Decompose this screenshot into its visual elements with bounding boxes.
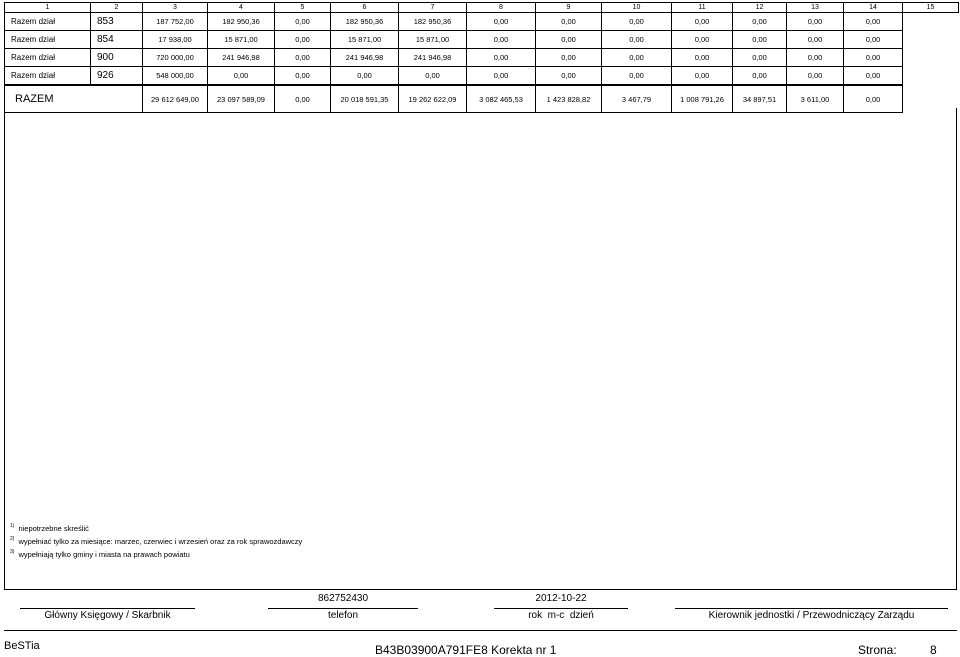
table-row bbox=[5, 67, 959, 86]
value-cell: 0,00 bbox=[536, 31, 602, 49]
footnotes bbox=[10, 521, 302, 560]
section-code: 853 bbox=[91, 13, 143, 31]
accountant-label: Główny Księgowy / Skarbnik bbox=[44, 610, 171, 621]
empty-table-area bbox=[4, 108, 957, 590]
footnote: $^{2)}$ wypełniać tylko za miesiące: marzec, czerwiec i wrzesień oraz za rok sprawozdawczy bbox=[10, 536, 303, 546]
value-cell: 0,00 bbox=[733, 67, 787, 86]
value-cell: 241 946,98 bbox=[331, 49, 399, 67]
document-id: B43B03900A791FE8 Korekta nr 1 bbox=[375, 643, 557, 657]
value-cell: 29 612 649,00 bbox=[143, 85, 208, 113]
value-cell: 15 871,00 bbox=[331, 31, 399, 49]
head-label: Kierownik jednostki / Przewodniczący Zarządu bbox=[708, 610, 915, 621]
value-cell: 187 752,00 bbox=[143, 13, 208, 31]
column-number: 12 bbox=[733, 3, 787, 13]
value-cell: 0,00 bbox=[536, 49, 602, 67]
row-label: Razem dział bbox=[5, 67, 91, 86]
value-cell: 0,00 bbox=[602, 13, 672, 31]
column-numbers-row bbox=[5, 3, 959, 13]
column-number: 14 bbox=[844, 3, 903, 13]
footnote: $^{1)}$ niepotrzebne skreślić bbox=[10, 523, 89, 533]
value-cell: 0,00 bbox=[787, 49, 844, 67]
value-cell: 15 871,00 bbox=[208, 31, 275, 49]
footnote: $^{3)}$ wypełniają tylko gminy i miasta na prawach powiatu bbox=[10, 549, 190, 559]
value-cell: 0,00 bbox=[602, 31, 672, 49]
column-number: 5 bbox=[275, 3, 331, 13]
column-number: 13 bbox=[787, 3, 844, 13]
value-cell: 0,00 bbox=[399, 67, 467, 86]
column-number: 6 bbox=[331, 3, 399, 13]
column-number: 10 bbox=[602, 3, 672, 13]
head-signature-line bbox=[675, 608, 948, 609]
value-cell: 0,00 bbox=[275, 67, 331, 86]
value-cell: 0,00 bbox=[536, 67, 602, 86]
value-cell: 0,00 bbox=[602, 49, 672, 67]
report-table bbox=[4, 2, 959, 113]
value-cell: 0,00 bbox=[467, 49, 536, 67]
value-cell: 3 467,79 bbox=[602, 85, 672, 113]
value-cell: 0,00 bbox=[844, 85, 903, 113]
value-cell: 0,00 bbox=[844, 13, 903, 31]
column-number: 2 bbox=[91, 3, 143, 13]
section-code: 900 bbox=[91, 49, 143, 67]
value-cell: 0,00 bbox=[733, 13, 787, 31]
value-cell: 17 938,00 bbox=[143, 31, 208, 49]
phone-label: telefon bbox=[327, 610, 359, 621]
column-number: 1 bbox=[5, 3, 91, 13]
column-number: 9 bbox=[536, 3, 602, 13]
value-cell: 0,00 bbox=[275, 13, 331, 31]
value-cell: 34 897,51 bbox=[733, 85, 787, 113]
column-number: 11 bbox=[672, 3, 733, 13]
value-cell: 0,00 bbox=[733, 49, 787, 67]
app-name: BeSTia bbox=[4, 640, 40, 652]
value-cell: 3 082 465,53 bbox=[467, 85, 536, 113]
table-row bbox=[5, 31, 959, 49]
column-number: 8 bbox=[467, 3, 536, 13]
section-code: 854 bbox=[91, 31, 143, 49]
total-label: RAZEM bbox=[5, 85, 143, 113]
date-value: 2012-10-22 bbox=[535, 593, 587, 604]
value-cell: 1 423 828,82 bbox=[536, 85, 602, 113]
value-cell: 0,00 bbox=[672, 49, 733, 67]
row-label: Razem dział bbox=[5, 13, 91, 31]
value-cell: 0,00 bbox=[467, 13, 536, 31]
value-cell: 0,00 bbox=[275, 31, 331, 49]
value-cell: 0,00 bbox=[602, 67, 672, 86]
page-label: Strona: bbox=[858, 643, 897, 657]
value-cell: 0,00 bbox=[844, 31, 903, 49]
value-cell: 0,00 bbox=[787, 13, 844, 31]
value-cell: 0,00 bbox=[275, 49, 331, 67]
column-number: 7 bbox=[399, 3, 467, 13]
value-cell: 0,00 bbox=[672, 13, 733, 31]
date-label: rok m-c dzień bbox=[528, 610, 594, 621]
value-cell: 0,00 bbox=[844, 49, 903, 67]
value-cell: 241 946,98 bbox=[208, 49, 275, 67]
value-cell: 0,00 bbox=[467, 31, 536, 49]
phone-line bbox=[268, 608, 418, 609]
value-cell: 0,00 bbox=[787, 67, 844, 86]
value-cell: 0,00 bbox=[467, 67, 536, 86]
phone-value: 862752430 bbox=[317, 593, 369, 604]
column-number: 15 bbox=[903, 3, 959, 13]
value-cell: 0,00 bbox=[733, 31, 787, 49]
value-cell: 23 097 589,09 bbox=[208, 85, 275, 113]
section-code: 926 bbox=[91, 67, 143, 86]
value-cell: 19 262 622,09 bbox=[399, 85, 467, 113]
table-row bbox=[5, 49, 959, 67]
value-cell: 1 008 791,26 bbox=[672, 85, 733, 113]
value-cell: 0,00 bbox=[672, 67, 733, 86]
value-cell: 0,00 bbox=[787, 31, 844, 49]
value-cell: 182 950,36 bbox=[331, 13, 399, 31]
value-cell: 182 950,36 bbox=[399, 13, 467, 31]
table-row bbox=[5, 13, 959, 31]
value-cell: 3 611,00 bbox=[787, 85, 844, 113]
column-number: 3 bbox=[143, 3, 208, 13]
value-cell: 0,00 bbox=[331, 67, 399, 86]
value-cell: 0,00 bbox=[208, 67, 275, 86]
column-number: 4 bbox=[208, 3, 275, 13]
row-label: Razem dział bbox=[5, 31, 91, 49]
value-cell: 0,00 bbox=[275, 85, 331, 113]
value-cell: 0,00 bbox=[672, 31, 733, 49]
value-cell: 182 950,36 bbox=[208, 13, 275, 31]
value-cell: 0,00 bbox=[536, 13, 602, 31]
value-cell: 15 871,00 bbox=[399, 31, 467, 49]
value-cell: 548 000,00 bbox=[143, 67, 208, 86]
page-number: 8 bbox=[930, 643, 937, 657]
date-line bbox=[494, 608, 628, 609]
value-cell: 0,00 bbox=[844, 67, 903, 86]
value-cell: 720 000,00 bbox=[143, 49, 208, 67]
value-cell: 20 018 591,35 bbox=[331, 85, 399, 113]
accountant-signature-line bbox=[20, 608, 195, 609]
row-label: Razem dział bbox=[5, 49, 91, 67]
footer-divider bbox=[4, 630, 957, 631]
value-cell: 241 946,98 bbox=[399, 49, 467, 67]
